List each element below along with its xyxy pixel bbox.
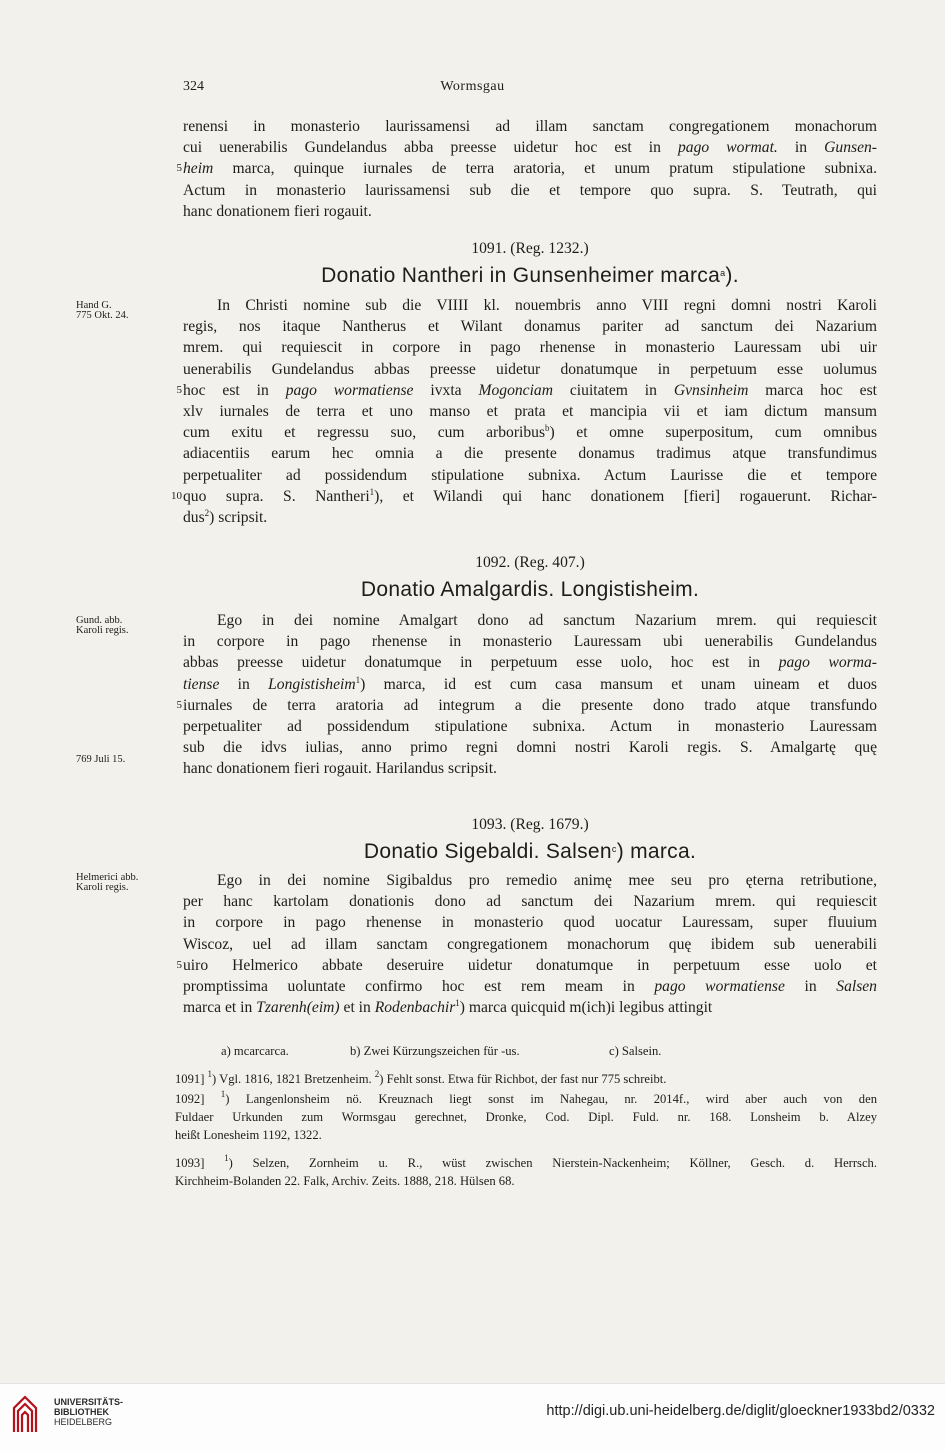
- text-line: hoc est in pago wormatiense ivxta Mogonciam ciuitatem in Gvnsinheim marca hoc est: [183, 381, 877, 399]
- page-number: 324: [183, 79, 204, 94]
- text-line: cui uenerabilis Gundelandus abba preesse uidetur hoc est in pago wormat. in Gunsen-: [183, 139, 877, 157]
- charter-1093-title: Donatio Sigebaldi. Salsen$^c$) marca.: [363, 840, 697, 863]
- text-line: Wiscoz, uel ad illam sanctam congregationem monachorum quę ibidem sub uenerabili: [183, 935, 877, 953]
- text-line: perpetualiter ad possidendum stipulatione subnixa. Actum in monasterio Lauressam: [183, 717, 877, 735]
- charter-1092-number: 1092. (Reg. 407.): [475, 554, 585, 571]
- charter-1093-text: [183, 870, 877, 1018]
- text-line: adiacentiis earum hec omnia a die presente donamus tradimus atque transfundimus: [183, 445, 877, 463]
- text-line: in corpore in pago rhenense in monasterio quod uocatur Lauressam, super fluuium: [183, 914, 877, 932]
- charter-1092-margin-note: Gund. abb. Karoli regis.: [76, 615, 129, 636]
- line-number: 5: [176, 383, 182, 396]
- charter-1092-text: [183, 610, 877, 780]
- text-line: renensi in monasterio laurissamensi ad illam sanctam congregationem monachorum: [183, 118, 877, 135]
- text-line: cum exitu et regressu suo, cum arboribus$^b$) et omne superpositum, cum omnibus: [183, 423, 878, 442]
- footnote-1092: [175, 1090, 877, 1144]
- charter-1092-margin-date: 769 Juli 15.: [76, 754, 126, 765]
- library-name: UNIVERSITÄTS- BIBLIOTHEK HEIDELBERG: [54, 1397, 124, 1427]
- text-line: hanc donationem fieri rogauit.: [183, 202, 372, 220]
- crit-note-c: c) Salsein.: [609, 1044, 662, 1058]
- line-number: 5: [176, 698, 182, 711]
- library-logo-icon: [10, 1394, 40, 1434]
- text-line: heim marca, quinque iurnales de terra aratoria, et unum pratum stipulatione subnixa.: [183, 160, 877, 178]
- charter-1092-title: Donatio Amalgardis. Longistisheim.: [360, 578, 700, 601]
- text-line: regis, nos itaque Nantherus et Wilant donamus pariter ad sanctum dei Nazarium: [183, 318, 877, 336]
- footnote-1093: [175, 1154, 877, 1190]
- charter-1093-number: 1093. (Reg. 1679.): [471, 816, 589, 833]
- text-line: promptissima uoluntate confirmo hoc est rem meam in pago wormatiense in Salsen: [183, 977, 877, 995]
- footnote-line: Fuldaer Urkunden zum Wormsgau gerechnet, Dronke, Cod. Dipl. Fuld. nr. 168. Lonsheim b. Alzey: [175, 1110, 877, 1124]
- text-line: Actum in monasterio laurissamensi sub die et tempore quo supra. S. Teutrath, qui: [183, 181, 877, 199]
- text-line: Ego in dei nomine Amalgart dono ad sanctum Nazarium mrem. qui requiescit: [217, 612, 877, 629]
- permalink-url[interactable]: http://digi.ub.uni-heidelberg.de/diglit/gloeckner1933bd2/0332: [546, 1403, 935, 1419]
- footnote-line: Kirchheim-Bolanden 22. Falk, Archiv. Zeits. 1888, 218. Hülsen 68.: [175, 1174, 515, 1188]
- intro-paragraph: [183, 116, 877, 222]
- text-line: tiense in Longistisheim$^1$) marca, id est cum casa mansum et unam uineam et duos: [183, 674, 877, 693]
- charter-1091-title: Donatio Nantheri in Gunsenheimer marca$^a$).: [321, 264, 739, 287]
- text-line: In Christi nomine sub die VIIII kl. nouembris anno VIII regni domni nostri Karoli: [217, 297, 877, 314]
- text-line: uiro Helmerico abbate deseruire uidetur donatumque in perpetuum esse uolo et: [183, 956, 877, 974]
- footnote-line: 1092] $^1$) Langenlonsheim nö. Kreuznach liegt sonst im Nahegau, nr. 2014f., wird aber auch von den: [175, 1089, 877, 1106]
- library-footer: [0, 1383, 945, 1452]
- running-header: [0, 79, 945, 99]
- text-line: marca et in Tzarenh(eim) et in Rodenbachir$^1$) marca quicquid m(ich)i legibus attingit: [183, 998, 713, 1017]
- footnote-1091: [175, 1070, 877, 1088]
- text-line: hanc donationem fieri rogauit. Harilandus scripsit.: [183, 760, 497, 778]
- text-line: per hanc kartolam donationis dono ad sanctum dei Nazarium mrem. qui requiescit: [183, 893, 877, 911]
- footnote-line: heißt Lonesheim 1192, 1322.: [175, 1128, 322, 1142]
- text-line: Ego in dei nomine Sigibaldus pro remedio animę mee seu pro ęterna retributione,: [217, 872, 877, 889]
- text-line: abbas preesse uidetur donatumque in perpetuum esse uolo, hoc est in pago worma-: [183, 654, 877, 672]
- charter-1093-margin-note: Helmerici abb. Karoli regis.: [76, 872, 139, 893]
- charter-1091-number: 1091. (Reg. 1232.): [471, 240, 589, 257]
- text-line: sub die idvs iulias, anno primo regni domni nostri Karoli regis. S. Amalgartę quę: [183, 739, 877, 757]
- text-line: quo supra. S. Nantheri$^1$), et Wilandi qui hanc donationem [fieri] rogauerunt. Richar-: [183, 486, 877, 505]
- running-title: Wormsgau: [440, 79, 505, 94]
- line-number: 5: [176, 958, 182, 971]
- text-line: xlv iurnales de terra et uno manso et prata et mancipia vii et iam dictum mansum: [183, 402, 877, 420]
- footnote-line: 1093] $^1$) Selzen, Zornheim u. R., wüst zwischen Nierstein-Nackenheim; Köllner, Gesch. d. Herrsch.: [175, 1153, 877, 1170]
- footnote-line: 1091] $^1$) Vgl. 1816, 1821 Bretzenheim. $^2$) Fehlt sonst. Etwa für Richbot, der fast nur 775 schreibt.: [175, 1069, 667, 1086]
- text-line: mrem. qui requiescit in corpore in pago rhenense in monasterio Lauressam ubi uir: [183, 339, 877, 357]
- charter-1091-margin-note: Hand G. 775 Okt. 24.: [76, 300, 129, 321]
- crit-note-a: a) mcarcarca.: [221, 1044, 289, 1058]
- crit-note-b: b) Zwei Kürzungszeichen für -us.: [350, 1044, 520, 1058]
- charter-1091-text: [183, 295, 877, 528]
- text-line: in corpore in pago rhenense in monasterio Lauressam ubi uenerabilis Gundelandus: [183, 633, 877, 651]
- text-line: perpetualiter ad possidendum stipulatione subnixa. Actum Laurisse die et tempore: [183, 466, 877, 484]
- text-line: dus$^2$) scripsit.: [183, 507, 268, 526]
- line-number: 10: [171, 489, 182, 502]
- text-line: uenerabilis Gundelandus abbas preesse uidetur donatumque in perpetuum esse uolumus: [183, 360, 877, 378]
- text-line: iurnales de terra aratoria ad integrum a die presente dono trado atque transfundo: [183, 696, 877, 714]
- line-number: 5: [176, 162, 182, 175]
